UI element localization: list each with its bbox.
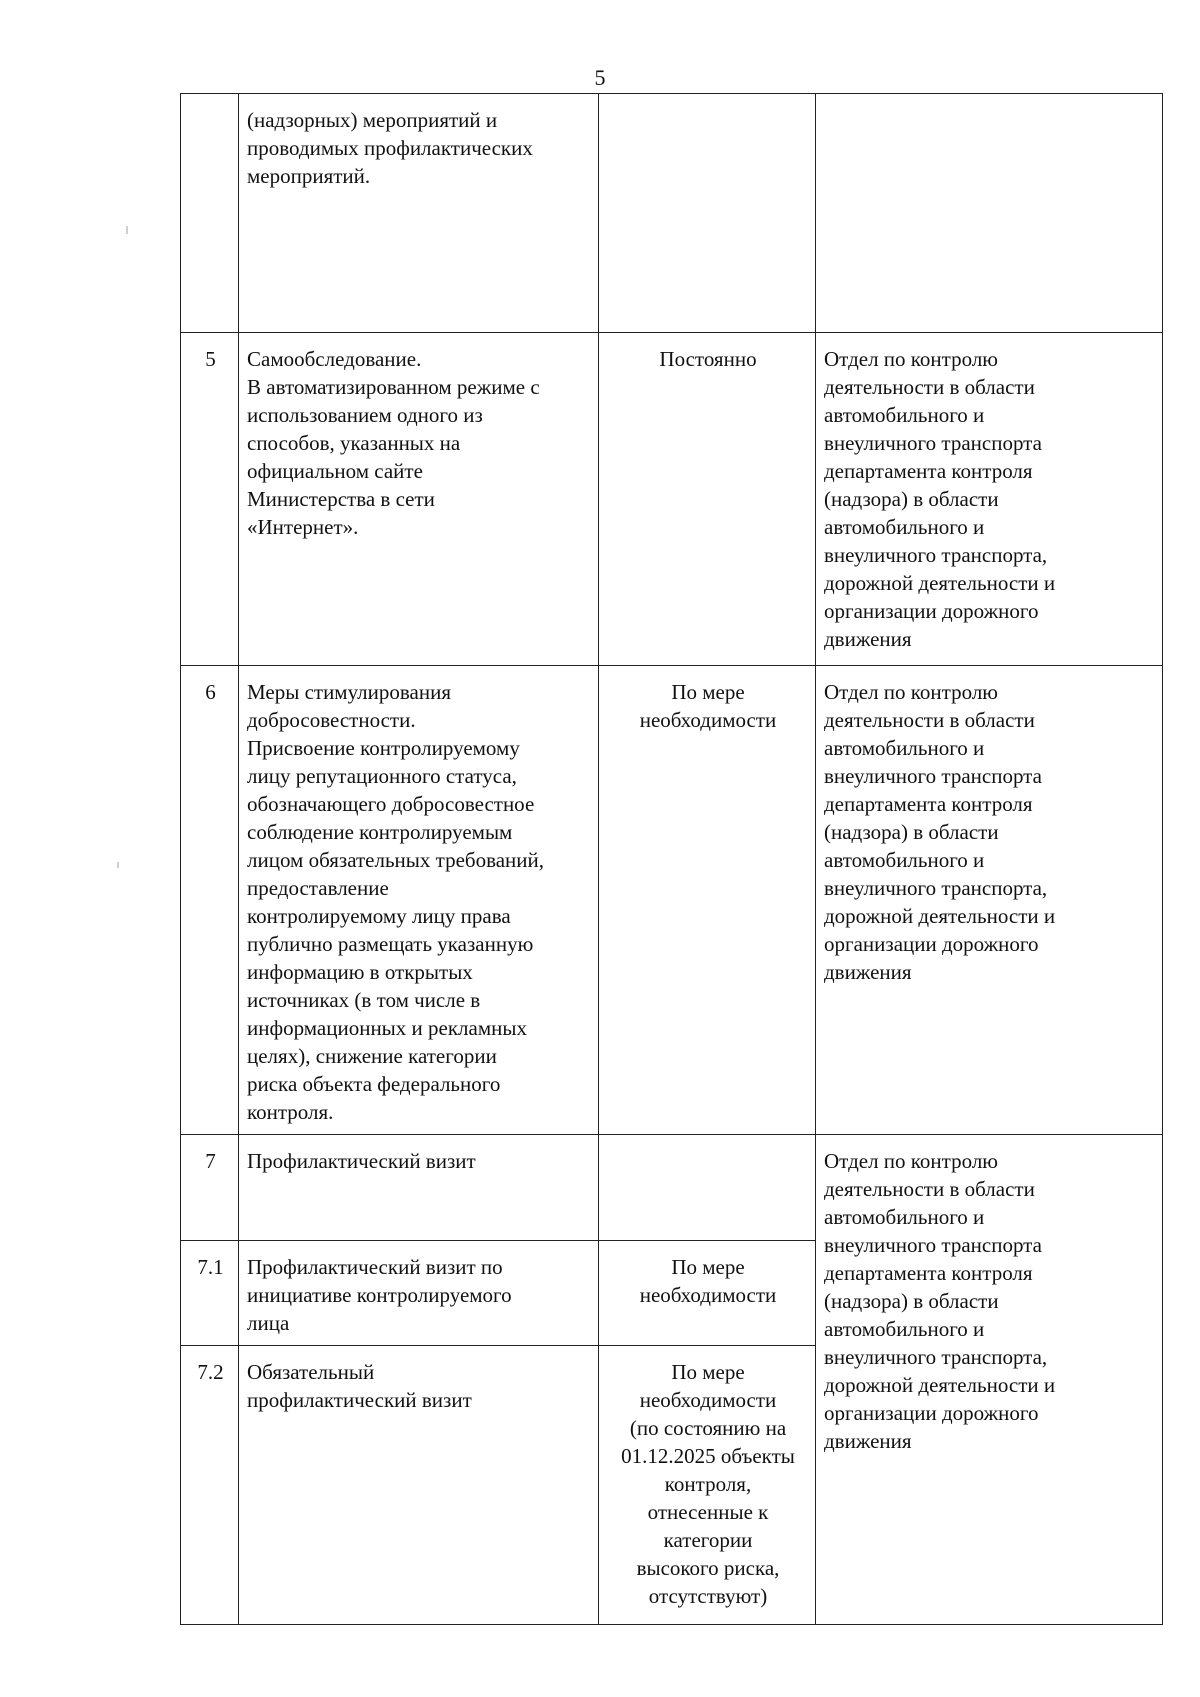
- page-number: 5: [594, 65, 606, 90]
- event-period: [599, 94, 816, 333]
- responsible-unit: Отдел по контролю деятельности в области автомобильного и внеуличного транспорта департамента контроля (надзора) в области автомобильного и внеуличного транспорта, дорожной деятельности и организации дорожного движения: [816, 666, 1163, 1135]
- responsible-unit: Отдел по контролю деятельности в области автомобильного и внеуличного транспорта департамента контроля (надзора) в области автомобильного и внеуличного транспорта, дорожной деятельности и организации дорожного движения: [816, 333, 1163, 666]
- row-number: 7: [181, 1135, 239, 1241]
- row-number: [181, 94, 239, 333]
- event-description: Самообследование. В автоматизированном режиме с использованием одного из способов, указанных на официальном сайте Министерства в сети «Интернет».: [239, 333, 599, 666]
- row-number: 5: [181, 333, 239, 666]
- event-period: По мере необходимости: [599, 1241, 816, 1346]
- table-row: [181, 666, 1163, 1135]
- event-description: Профилактический визит: [239, 1135, 599, 1241]
- event-description: Профилактический визит по инициативе контролируемого лица: [239, 1241, 599, 1346]
- responsible-unit: Отдел по контролю деятельности в области автомобильного и внеуличного транспорта департамента контроля (надзора) в области автомобильного и внеуличного транспорта, дорожной деятельности и организации дорожного движения: [816, 1135, 1163, 1625]
- event-period: [599, 1135, 816, 1241]
- responsible-unit: [816, 94, 1163, 333]
- event-description: Обязательный профилактический визит: [239, 1346, 599, 1625]
- event-description: Меры стимулирования добросовестности. Присвоение контролируемому лицу репутационного статуса, обозначающего добросовестное соблюдение контролируемым лицом обязательных требований, предоставление контролируемому лицу права публично размещать указанную информацию в открытых источниках (в том числе в информационных и рекламных целях), снижение категории риска объекта федерального контроля.: [239, 666, 599, 1135]
- table-row: [181, 1135, 1163, 1241]
- table-row: [181, 333, 1163, 666]
- row-number: 7.2: [181, 1346, 239, 1625]
- event-period: По мере необходимости: [599, 666, 816, 1135]
- event-period: По мере необходимости (по состоянию на 01.12.2025 объекты контроля, отнесенные к категории высокого риска, отсутствуют): [599, 1346, 816, 1625]
- prevention-plan-table: [180, 93, 1163, 1625]
- scan-artifact: [117, 862, 119, 868]
- event-description: (надзорных) мероприятий и проводимых профилактических мероприятий.: [239, 94, 599, 333]
- event-period: Постоянно: [599, 333, 816, 666]
- table-row: [181, 94, 1163, 333]
- row-number: 6: [181, 666, 239, 1135]
- row-number: 7.1: [181, 1241, 239, 1346]
- scan-artifact: [126, 226, 128, 234]
